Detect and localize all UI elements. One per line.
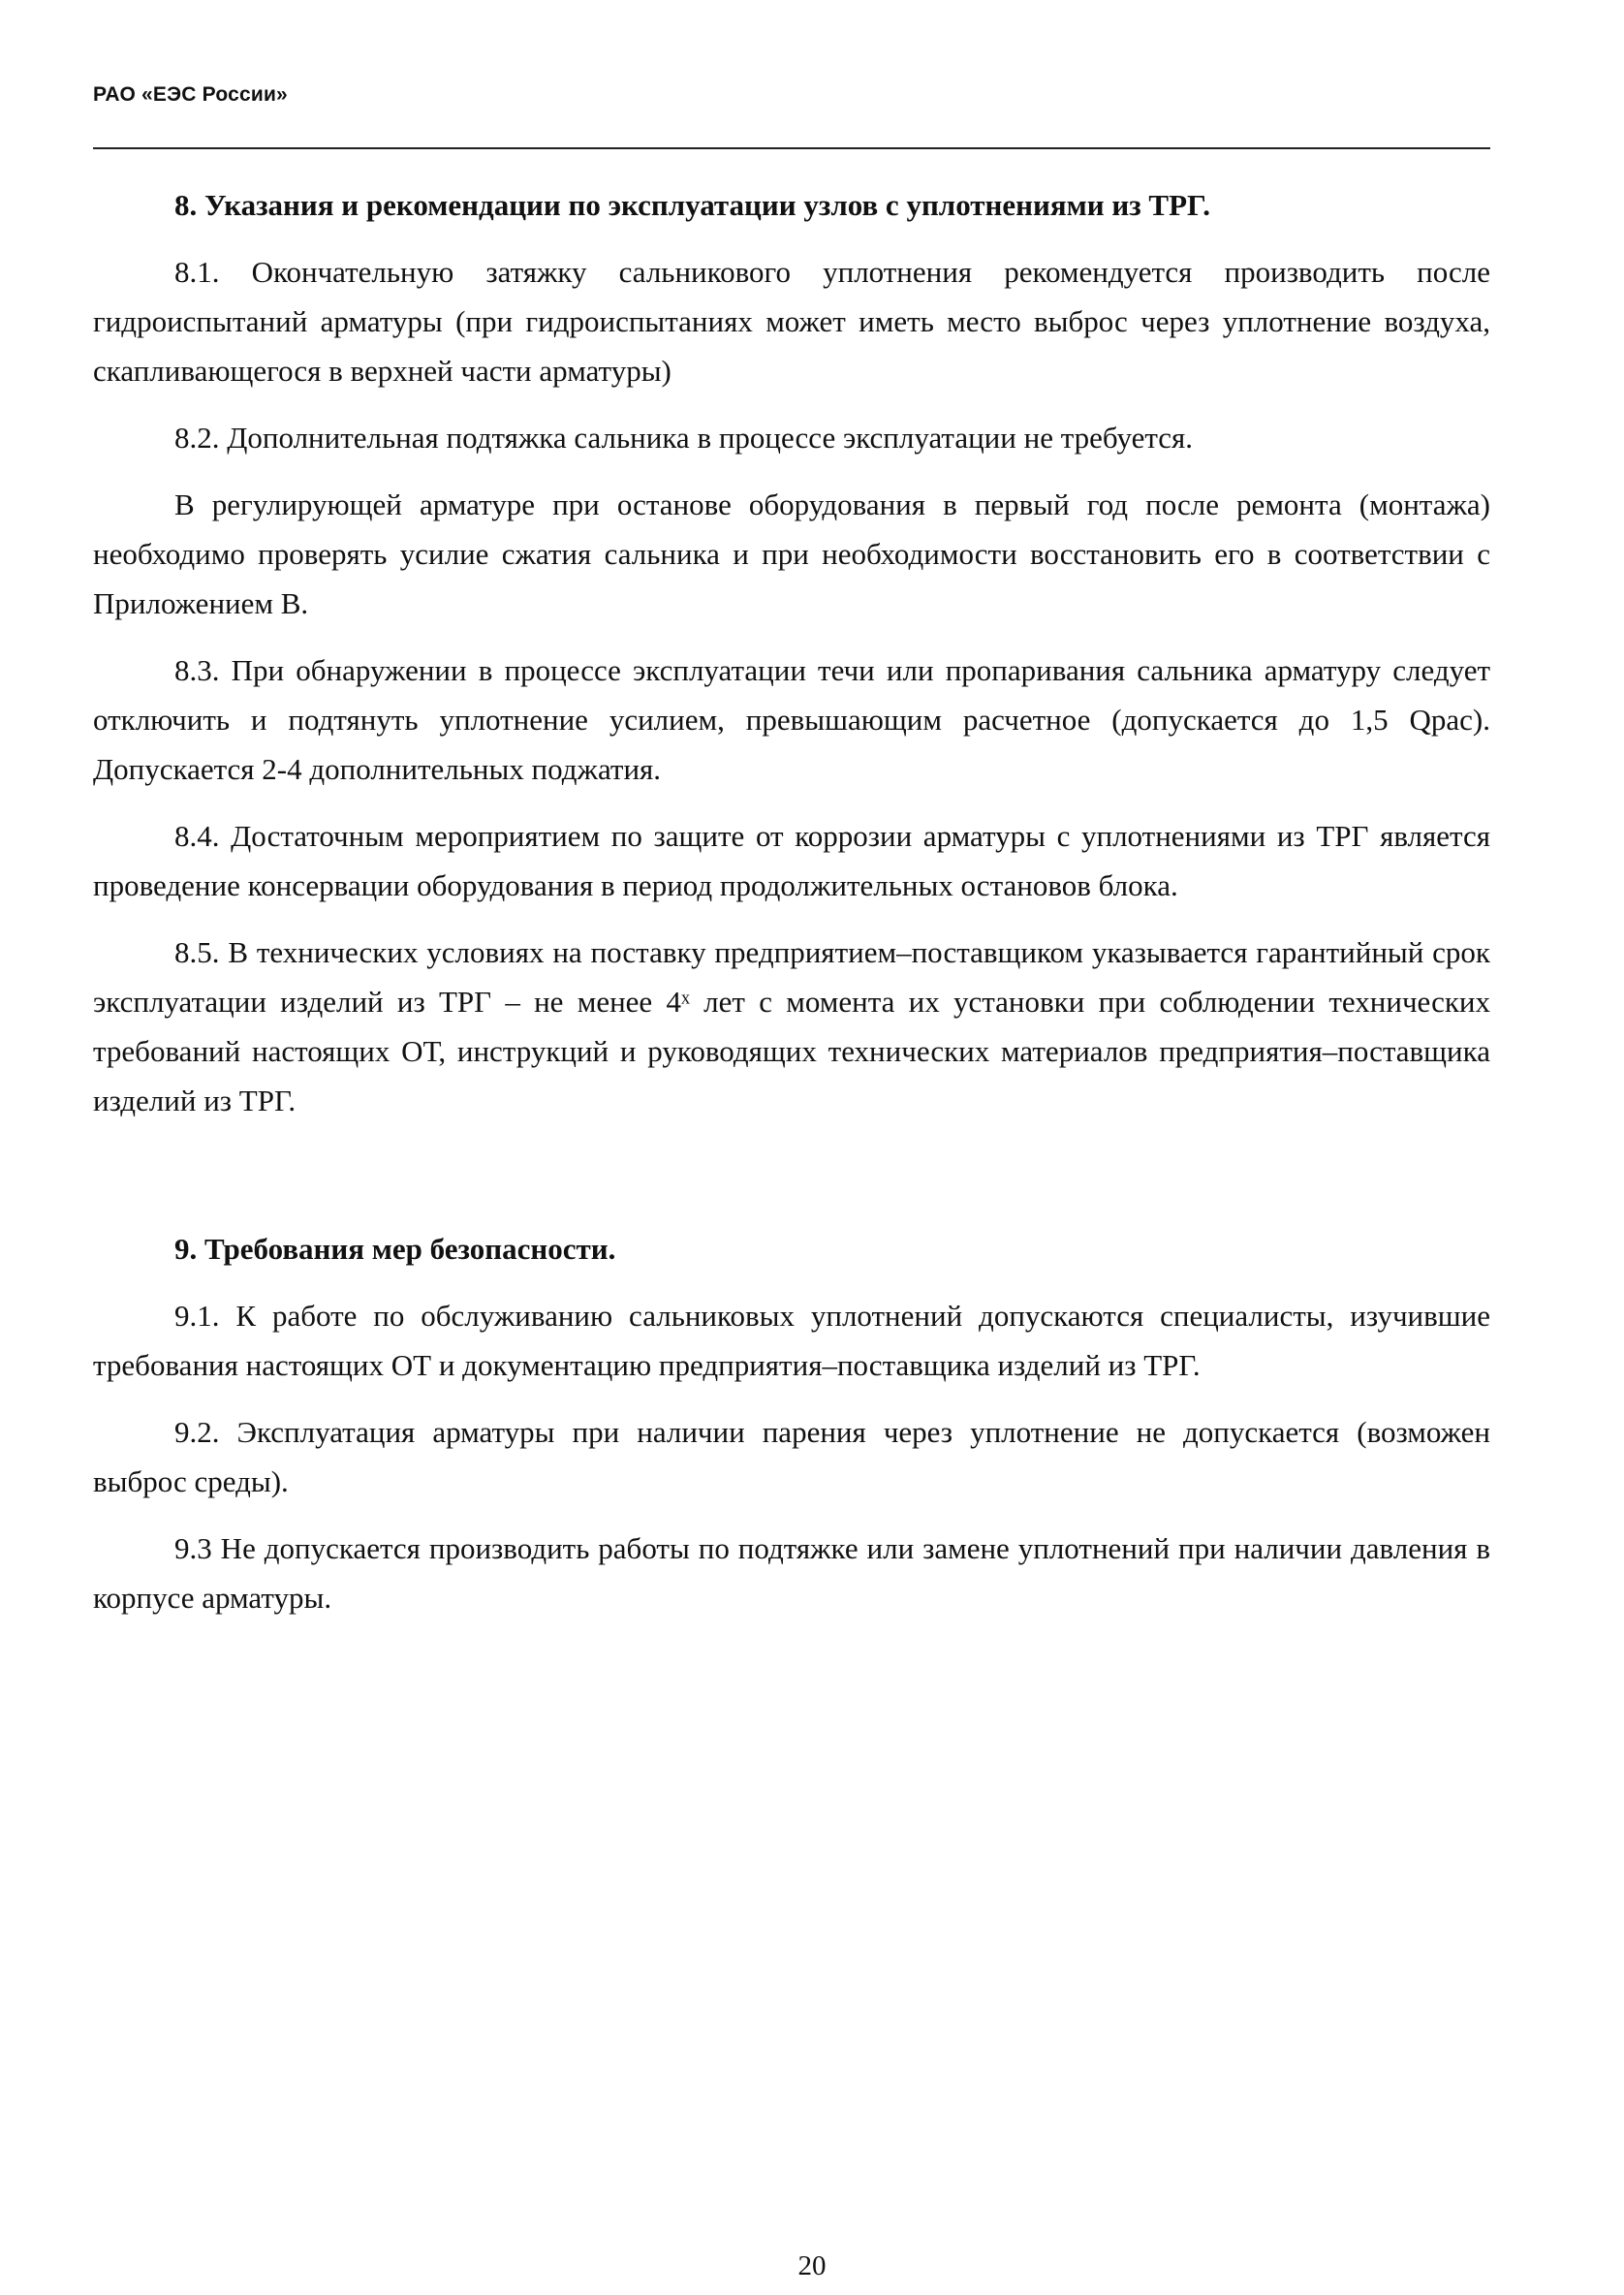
section-8 bbox=[93, 180, 1490, 1125]
paragraph-8-2: 8.2. Дополнительная подтяжка сальника в процессе эксплуатации не требуется. bbox=[174, 421, 1194, 455]
paragraph-8-2-cont: В регулирующей арматуре при останове оборудования в первый год после ремонта (монтажа) необходимо проверять усилие сжатия сальника и при необходимости восстановить его в соответствии с Приложением В. bbox=[93, 487, 1490, 620]
page-header: РАО «ЕЭС России» bbox=[93, 83, 288, 106]
paragraph-8-3: 8.3. При обнаружении в процессе эксплуатации течи или пропаривания сальника арматуру следует отключить и подтянуть уплотнение усилием, превышающим расчетное (допускается до 1,5 Qрас). Допускается 2-4 дополнительных поджатия. bbox=[93, 653, 1490, 786]
section-9 bbox=[93, 1224, 1490, 1622]
paragraph-9-2: 9.2. Эксплуатация арматуры при наличии парения через уплотнение не допускается (возможен выброс среды). bbox=[93, 1415, 1490, 1498]
paragraph-8-1: 8.1. Окончательную затяжку сальникового уплотнения рекомендуется производить после гидроиспытаний арматуры (при гидроиспытаниях может иметь место выброс через уплотнение воздуха, скапливающегося в верхней части арматуры) bbox=[93, 255, 1490, 388]
paragraph-8-5: 8.5. В технических условиях на поставку предприятием–поставщиком указывается гарантийный срок эксплуатации изделий из ТРГ – не менее 4ˣ лет с момента их установки при соблюдении технических требований настоящих ОТ, инструкций и руководящих технических материалов предприятия–поставщика изделий из ТРГ. bbox=[93, 935, 1490, 1117]
paragraph-9-3: 9.3 Не допускается производить работы по подтяжке или замене уплотнений при наличии давления в корпусе арматуры. bbox=[93, 1531, 1490, 1615]
section-spacer bbox=[93, 1143, 1490, 1224]
section-8-heading: 8. Указания и рекомендации по эксплуатации узлов с уплотнениями из ТРГ. bbox=[174, 188, 1211, 222]
paragraph-9-1: 9.1. К работе по обслуживанию сальниковых уплотнений допускаются специалисты, изучившие требования настоящих ОТ и документацию предприятия–поставщика изделий из ТРГ. bbox=[93, 1299, 1490, 1382]
section-9-heading: 9. Требования мер безопасности. bbox=[174, 1232, 616, 1266]
header-rule bbox=[93, 147, 1490, 149]
page-content bbox=[93, 180, 1490, 1640]
paragraph-8-4: 8.4. Достаточным мероприятием по защите от коррозии арматуры с уплотнениями из ТРГ является проведение консервации оборудования в период продолжительных остановов блока. bbox=[93, 819, 1490, 902]
page-number: 20 bbox=[797, 2250, 827, 2281]
